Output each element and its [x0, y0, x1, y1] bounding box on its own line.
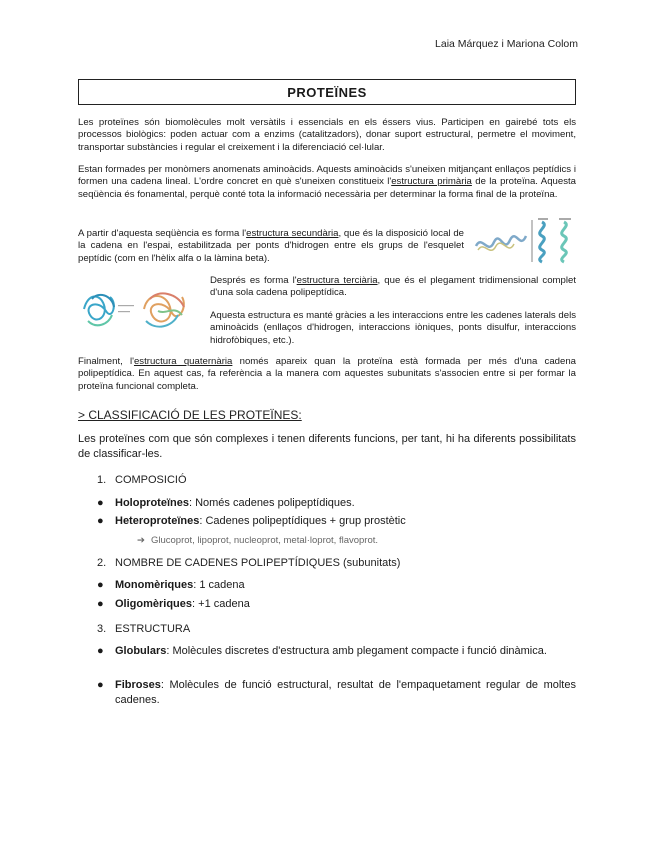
item-term: Oligomèriques: [115, 598, 193, 610]
quaternary-structure-paragraph: [78, 356, 576, 393]
section-number: 2.: [97, 557, 107, 569]
section-label: COMPOSICIÓ: [115, 474, 187, 486]
item-term: Holoproteïnes: [115, 497, 189, 509]
sub-item: [137, 535, 378, 546]
bullet-icon: ●: [97, 598, 104, 610]
list-item: [97, 644, 576, 659]
list-item: [97, 496, 576, 511]
tertiary-structure-link: estructura terciària: [296, 275, 378, 286]
bullet-icon: ●: [97, 515, 104, 527]
author-header: Laia Márquez i Mariona Colom: [435, 38, 578, 50]
bullet-icon: ●: [97, 497, 104, 509]
bullet-icon: ●: [97, 645, 104, 657]
item-term: Heteroproteïnes: [115, 515, 200, 527]
text-span: , que és el plegament tridimensional complet d'una sola cadena polipeptídica.: [210, 275, 576, 299]
text-span: , que és la disposició local de la cadena en l'espai, estabilitzada per ponts d'hidrogen entre els grups de l'esquelet peptídic (com en l'hèlix alfa o la làmina beta).: [78, 228, 464, 264]
arrow-icon: ➔: [137, 535, 145, 546]
section-structure: [97, 623, 190, 635]
primary-structure-link: estructura primària: [391, 176, 472, 188]
secondary-structure-link: estructura secundària: [246, 228, 339, 239]
section-label: ESTRUCTURA: [115, 623, 191, 635]
sub-item-text: Glucoprot, lipoprot, nucleoprot, metal·loprot, flavoprot.: [150, 535, 379, 546]
section-chains: [97, 557, 400, 569]
item-term: Monomèriques: [115, 579, 194, 591]
tertiary-interactions-paragraph: Aquesta estructura es manté gràcies a les interaccions entre les cadenes laterals dels aminoàcids (enllaços d'hidrogen, interaccions iòniques, ponts disulfur, interaccions hidrofòbiques, etc.).: [210, 310, 576, 346]
quaternary-structure-link: estructura quaternària: [133, 356, 233, 367]
text-span: Finalment, l': [78, 356, 134, 367]
bullet-icon: ●: [97, 679, 104, 691]
list-item: [97, 578, 576, 593]
text-span: Després es forma l': [210, 275, 297, 286]
list-item: [97, 514, 576, 529]
secondary-structure-image: [474, 216, 578, 264]
item-term: Globulars: [115, 645, 167, 657]
item-desc: : Només cadenes polipeptídiques.: [188, 497, 355, 509]
list-item: [97, 678, 576, 708]
section-label: NOMBRE DE CADENES POLIPEPTÍDIQUES (subunitats): [115, 557, 401, 569]
item-desc: : +1 cadena: [192, 598, 250, 610]
text-span: A partir d'aquesta seqüència es forma l': [78, 228, 247, 239]
text-span: de la proteïna. Aquesta seqüència és fonamental, perquè conté tota la informació necessària per determinar la forma final de la proteïna.: [78, 176, 577, 200]
item-desc: : Molècules discretes d'estructura amb plegament compacte i funció dinàmica.: [166, 645, 547, 657]
intro-paragraph: Les proteïnes són biomolècules molt versàtils i essencials en els éssers vius. Participen en gairebé tots els processos biològics: poden actuar com a enzims (catalitzadors), donar suport estructural, permetre el moviment, transportar substàncies i regular el creixement i la diferenciació cel·lular.: [78, 117, 576, 153]
tertiary-structure-paragraph: [210, 275, 576, 300]
section-composition: [97, 474, 187, 486]
text-span: Estan formades per monòmers anomenats aminoàcids. Aquests aminoàcids s'uneixen mitjançant enllaços peptídics i formen una cadena lineal. L'ordre concret en què s'uneixen constitueix l': [78, 164, 576, 188]
bullet-icon: ●: [97, 579, 104, 591]
section-number: 3.: [97, 623, 107, 635]
item-desc: : 1 cadena: [193, 579, 245, 591]
text-span: només apareix quan la proteïna està formada per més d'una cadena polipeptídica. En aquest cas, fa referència a la manera com aquestes subunitats s'associen entre si per formar la proteïna funcional completa.: [78, 356, 577, 392]
classification-heading: > CLASSIFICACIÓ DE LES PROTEÏNES:: [78, 408, 302, 422]
primary-structure-paragraph: [78, 164, 576, 201]
item-desc: : Molècules de funció estructural, resultat de l'empaquetament regular de moltes cadenes.: [115, 679, 576, 706]
list-item: [97, 597, 576, 612]
page-title: PROTEÏNES: [78, 79, 576, 105]
item-desc: : Cadenes polipeptídiques + grup prostètic: [199, 515, 406, 527]
item-term: Fibroses: [115, 679, 161, 691]
section-number: 1.: [97, 474, 107, 486]
classification-intro: Les proteïnes com que són complexes i tenen diferents funcions, per tant, hi ha diferents possibilitats de classificar-les.: [78, 433, 576, 460]
secondary-structure-paragraph: [78, 228, 464, 265]
tertiary-structure-image: [78, 285, 202, 333]
